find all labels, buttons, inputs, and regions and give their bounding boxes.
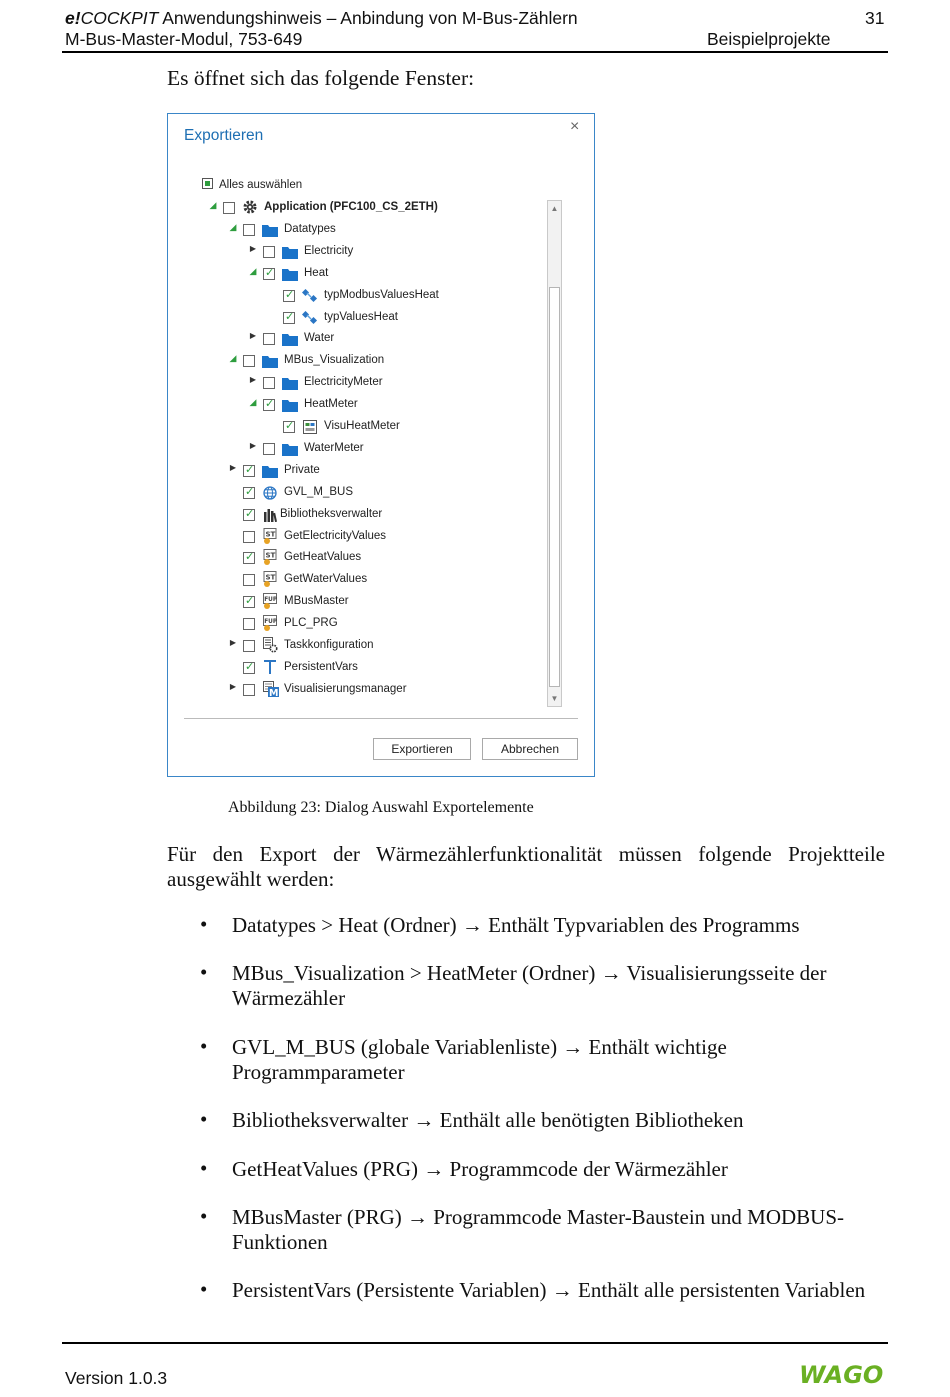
expanded-arrow-icon[interactable]: ◢ — [209, 200, 217, 210]
export-tree — [168, 198, 594, 698]
tree-item-label: MBusMaster — [284, 595, 349, 608]
bullet-item: GVL_M_BUS (globale Variablenliste) → Enthält wichtige Programmparameter — [232, 1035, 727, 1084]
figure-caption: Abbildung 23: Dialog Auswahl Exportelemente — [228, 799, 534, 816]
intro-text: Es öffnet sich das folgende Fenster: — [167, 66, 475, 90]
tree-checkbox[interactable] — [283, 290, 295, 302]
tree-item-label: GetHeatValues — [284, 551, 362, 564]
tree-item-label: Visualisierungsmanager — [284, 682, 407, 695]
logo-text: WAGO — [799, 1361, 884, 1387]
tree-item-label: PLC_PRG — [284, 617, 338, 630]
expanded-arrow-icon[interactable]: ◢ — [229, 353, 237, 364]
tree-item-label: WaterMeter — [304, 441, 364, 454]
cancel-button[interactable]: Abbrechen — [482, 738, 578, 760]
svg-text:FUP: FUP — [264, 619, 278, 626]
tree-item-label: Private — [284, 463, 320, 476]
folder-icon — [262, 464, 278, 478]
bullet-item: PersistentVars (Persistente Variablen) → Enthält alle persistenten Variablen — [232, 1278, 866, 1302]
scroll-up-icon[interactable]: ▲ — [550, 204, 559, 213]
bullet-item: GetHeatValues (PRG) → Programmcode der Wärmezähler — [232, 1157, 728, 1181]
task-config-icon — [262, 637, 278, 651]
export-button[interactable]: Exportieren — [373, 738, 471, 760]
bullet-icon: • — [200, 1107, 208, 1131]
scroll-down-icon[interactable]: ▼ — [550, 694, 559, 703]
tree-item-label: HeatMeter — [304, 398, 358, 411]
visualization-icon — [302, 420, 318, 434]
expanded-arrow-icon[interactable]: ◢ — [249, 265, 257, 276]
gear-icon — [242, 199, 258, 213]
tree-checkbox[interactable] — [243, 552, 255, 564]
fup-program-icon — [262, 615, 278, 629]
tree-checkbox[interactable] — [283, 312, 295, 324]
collapsed-arrow-icon[interactable]: ▶ — [249, 331, 257, 341]
collapsed-arrow-icon[interactable]: ▶ — [229, 462, 237, 472]
tree-checkbox[interactable] — [243, 596, 255, 608]
bullet-icon: • — [200, 960, 208, 984]
page-number: 31 — [865, 8, 885, 28]
tree-checkbox[interactable] — [263, 246, 275, 258]
bullet-item: Datatypes > Heat (Ordner) → Enthält Typvariablen des Programms — [232, 913, 800, 937]
svg-text:ST: ST — [265, 530, 276, 538]
persistent-vars-icon — [262, 659, 278, 673]
tree-checkbox[interactable] — [243, 684, 255, 696]
library-icon — [262, 508, 278, 522]
tree-checkbox[interactable] — [223, 202, 235, 214]
tree-item-label: ElectricityMeter — [304, 376, 383, 389]
collapsed-arrow-icon[interactable]: ▶ — [249, 375, 257, 385]
struct-icon — [302, 289, 318, 303]
tree-item-label: Heat — [304, 266, 329, 279]
svg-text:ST: ST — [265, 551, 276, 560]
wago-logo — [798, 1361, 884, 1387]
tree-checkbox[interactable] — [263, 443, 275, 455]
header-subtitle: M-Bus-Master-Modul, 753-649 — [65, 29, 303, 49]
st-program-icon — [262, 571, 278, 585]
folder-icon — [282, 442, 298, 456]
section-name: Beispielprojekte — [707, 29, 831, 49]
tree-item-label: GetWaterValues — [284, 573, 368, 586]
header-rule — [62, 51, 888, 53]
tree-checkbox[interactable] — [263, 399, 275, 411]
folder-icon — [262, 354, 278, 368]
tree-checkbox[interactable] — [263, 377, 275, 389]
collapsed-arrow-icon[interactable]: ▶ — [229, 638, 237, 647]
bullet-icon: • — [200, 1204, 208, 1228]
bullet-item: Bibliotheksverwalter → Enthält alle benötigten Bibliotheken — [232, 1108, 744, 1132]
tree-item-label: Application (PFC100_CS_2ETH) — [264, 201, 438, 213]
tree-checkbox[interactable] — [243, 224, 255, 236]
tree-checkbox[interactable] — [283, 421, 295, 433]
bullet-item: MBus_Visualization > HeatMeter (Ordner) → Visualisierungsseite der Wärmezähler — [232, 961, 827, 1010]
fup-program-icon — [262, 593, 278, 607]
version-label: Version 1.0.3 — [65, 1368, 168, 1388]
svg-text:ST: ST — [265, 573, 276, 582]
folder-icon — [262, 223, 278, 237]
select-all-label: Alles auswählen — [219, 179, 303, 191]
tree-checkbox[interactable] — [243, 465, 255, 477]
folder-icon — [282, 398, 298, 412]
tree-item-label: Bibliotheksverwalter — [280, 507, 383, 520]
collapsed-arrow-icon[interactable]: ▶ — [229, 681, 237, 691]
expanded-arrow-icon[interactable]: ◢ — [249, 397, 257, 408]
tree-item-label: PersistentVars — [284, 660, 358, 673]
tree-checkbox[interactable] — [243, 487, 255, 499]
collapsed-arrow-icon[interactable]: ▶ — [249, 440, 257, 450]
footer-rule — [62, 1342, 888, 1344]
struct-icon — [302, 311, 318, 325]
bullet-icon: • — [200, 912, 208, 936]
bullet-item: MBusMaster (PRG) → Programmcode Master-Baustein und MODBUS-Funktionen — [232, 1205, 845, 1254]
close-icon[interactable]: × — [570, 118, 580, 135]
tree-checkbox[interactable] — [243, 618, 255, 630]
tree-item-label: typModbusValuesHeat — [324, 288, 439, 301]
tree-checkbox[interactable] — [263, 268, 275, 280]
folder-icon — [282, 332, 298, 346]
st-program-icon — [262, 549, 278, 563]
tree-checkbox[interactable] — [243, 574, 255, 586]
bullet-icon: • — [200, 1277, 208, 1301]
tree-item-label: Datatypes — [284, 222, 336, 235]
dialog-title: Exportieren — [184, 127, 264, 144]
visu-manager-icon — [262, 681, 278, 695]
tree-checkbox[interactable] — [243, 640, 255, 652]
folder-icon — [282, 376, 298, 390]
tree-checkbox[interactable] — [243, 355, 255, 367]
tree-item-label: VisuHeatMeter — [324, 420, 400, 432]
header-title: e!COCKPIT Anwendungshinweis – Anbindung von M-Bus-Zählern — [65, 8, 578, 28]
tree-checkbox[interactable] — [243, 531, 255, 543]
checkbox-partial-icon — [202, 178, 213, 189]
tree-item-label: Water — [304, 332, 335, 345]
expanded-arrow-icon[interactable]: ◢ — [229, 221, 237, 232]
tree-item-label: GetElectricityValues — [284, 529, 387, 542]
tree-scrollbar[interactable] — [547, 200, 562, 707]
folder-icon — [282, 245, 298, 259]
folder-icon — [282, 267, 298, 281]
collapsed-arrow-icon[interactable]: ▶ — [249, 243, 257, 253]
bullet-icon: • — [200, 1034, 208, 1058]
tree-checkbox[interactable] — [243, 509, 255, 521]
tree-checkbox[interactable] — [263, 333, 275, 345]
tree-item-label: GVL_M_BUS — [284, 485, 354, 498]
st-program-icon — [262, 528, 278, 542]
tree-checkbox[interactable] — [243, 662, 255, 674]
export-dialog — [167, 113, 595, 777]
dialog-separator — [184, 718, 578, 719]
globe-icon — [262, 486, 278, 500]
select-all-checkbox[interactable] — [202, 178, 302, 191]
tree-item-label: Electricity — [304, 244, 354, 257]
tree-item-label: MBus_Visualization — [284, 354, 385, 367]
svg-text:M: M — [269, 687, 279, 697]
tree-item-label: Taskkonfiguration — [284, 639, 374, 651]
bullet-icon: • — [200, 1156, 208, 1180]
scrollbar-thumb[interactable] — [549, 287, 560, 687]
body-paragraph: Für den Export der Wärmezählerfunktionalität müssen folgende Projektteile ausgewählt werden: — [167, 842, 885, 891]
svg-text:FUP: FUP — [264, 597, 278, 604]
tree-item-label: typValuesHeat — [324, 310, 398, 323]
